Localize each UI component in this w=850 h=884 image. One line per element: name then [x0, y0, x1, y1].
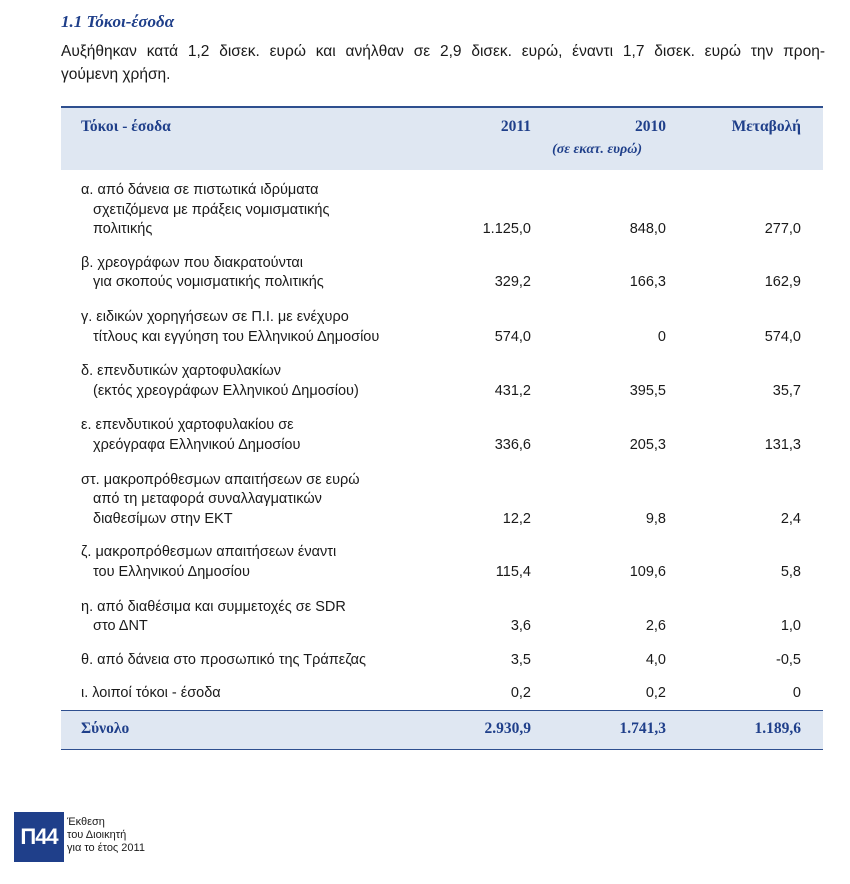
table-row — [61, 254, 823, 293]
table-total-row — [61, 710, 823, 750]
intro-line: γούμενη χρήση. — [61, 66, 171, 83]
row-label — [81, 416, 441, 455]
row-label-line: στο ΔΝΤ — [93, 618, 148, 635]
cell-2010: 395,5 — [629, 382, 666, 399]
cell-2010: 205,3 — [629, 436, 666, 453]
table-body — [61, 170, 823, 704]
table-row — [61, 362, 823, 401]
cell-2010: 2,6 — [645, 618, 666, 635]
cell-2011: 574,0 — [494, 328, 531, 345]
row-label-line: θ. από δάνεια στο προσωπικό της Τράπεζας — [81, 651, 367, 668]
cell-change: 574,0 — [764, 328, 801, 345]
row-label-line: γ. ειδικών χορηγήσεων σε Π.Ι. με ενέχυρο — [81, 308, 349, 325]
cell-2011: 115,4 — [495, 563, 531, 580]
row-label-line: ε. επενδυτικού χαρτοφυλακίου σε — [81, 417, 294, 434]
total-change: 1.189,6 — [754, 719, 801, 737]
row-label — [81, 651, 441, 671]
cell-2011: 431,2 — [494, 382, 531, 399]
intro-line: Αυξήθηκαν κατά 1,2 δισεκ. ευρώ και ανήλθαν σε 2,9 δισεκ. ευρώ, έναντι 1,7 δισεκ. ευρώ την προη- — [61, 43, 825, 60]
intro-paragraph — [61, 40, 825, 86]
row-label-line: α. από δάνεια σε πιστωτικά ιδρύματα — [81, 182, 319, 198]
cell-2011: 12,2 — [502, 510, 531, 527]
header-label: Τόκοι - έσοδα — [81, 118, 171, 135]
cell-2010: 0,2 — [645, 685, 666, 702]
row-label-line: για σκοπούς νομισματικής πολιτικής — [93, 274, 324, 291]
footer-caption — [67, 816, 145, 855]
header-2011: 2011 — [500, 118, 531, 135]
report-logo: Π44 — [14, 812, 64, 862]
footer-line: του Διοικητή — [67, 829, 127, 841]
footer-line: Έκθεση — [67, 816, 105, 828]
row-label — [81, 598, 441, 637]
row-label-line: ζ. μακροπρόθεσμων απαιτήσεων έναντι — [81, 544, 337, 561]
row-label-line: στ. μακροπρόθεσμων απαιτήσεων σε ευρώ — [81, 471, 360, 488]
cell-2010: 9,8 — [645, 510, 666, 527]
cell-2011: 329,2 — [494, 274, 531, 291]
cell-change: 277,0 — [764, 221, 801, 238]
table-row — [61, 543, 823, 582]
cell-2010: 4,0 — [645, 651, 666, 668]
cell-2010: 109,6 — [629, 563, 666, 580]
footer-line: για το έτος 2011 — [67, 842, 145, 854]
table-row — [61, 598, 823, 637]
cell-change: 131,3 — [764, 436, 801, 453]
table-row — [61, 416, 823, 455]
table-row — [61, 181, 823, 240]
total-2011: 2.930,9 — [484, 719, 531, 737]
cell-change: 2,4 — [780, 510, 801, 527]
cell-change: 35,7 — [772, 382, 801, 399]
cell-2010: 0 — [657, 328, 666, 345]
cell-2011: 3,5 — [510, 651, 531, 668]
row-label-line: β. χρεογράφων που διακρατούνται — [81, 254, 303, 271]
table-header — [61, 106, 823, 170]
row-label-line: από τη μεταφορά συναλλαγματικών — [93, 491, 322, 508]
table-row — [61, 471, 823, 530]
cell-change: 5,8 — [780, 563, 801, 580]
row-label-line: χρεόγραφα Ελληνικού Δημοσίου — [93, 436, 301, 453]
row-label-line: η. από διαθέσιμα και συμμετοχές σε SDR — [81, 598, 346, 615]
cell-2011: 1.125,0 — [482, 221, 531, 238]
cell-2011: 336,6 — [494, 436, 531, 453]
row-label — [81, 308, 441, 347]
header-2010: 2010 — [635, 118, 666, 135]
row-label — [81, 254, 441, 293]
cell-2010: 166,3 — [629, 274, 666, 291]
header-change: Μεταβολή — [731, 118, 801, 135]
cell-2011: 0,2 — [510, 685, 531, 702]
header-unit: (σε εκατ. ευρώ) — [552, 142, 642, 157]
cell-change: 162,9 — [764, 274, 801, 291]
cell-change: 1,0 — [780, 618, 801, 635]
table-row — [61, 684, 823, 704]
table-row — [61, 308, 823, 347]
section-title: 1.1 Τόκοι-έσοδα — [61, 12, 175, 31]
interest-income-table — [61, 106, 823, 750]
total-2010: 1.741,3 — [619, 719, 666, 737]
cell-change: 0 — [792, 685, 801, 702]
table-row — [61, 651, 823, 671]
row-label-line: σχετιζόμενα με πράξεις νομισματικής — [93, 201, 330, 218]
row-label-line: δ. επενδυτικών χαρτοφυλακίων — [81, 363, 281, 380]
row-label-line: πολιτικής — [93, 221, 153, 238]
row-label — [81, 362, 441, 401]
row-label-line: του Ελληνικού Δημοσίου — [93, 563, 250, 580]
row-label-line: τίτλους και εγγύηση του Ελληνικού Δημοσίου — [93, 328, 380, 345]
cell-2011: 3,6 — [510, 618, 531, 635]
row-label — [81, 684, 441, 704]
row-label — [81, 543, 441, 582]
row-label — [81, 471, 441, 530]
row-label-line: (εκτός χρεογράφων Ελληνικού Δημοσίου) — [93, 382, 359, 399]
row-label — [81, 181, 441, 240]
cell-change: -0,5 — [776, 651, 801, 668]
row-label-line: ι. λοιποί τόκοι - έσοδα — [81, 685, 221, 702]
row-label-line: διαθεσίμων στην ΕΚΤ — [93, 510, 233, 527]
total-label: Σύνολο — [81, 719, 130, 737]
cell-2010: 848,0 — [629, 221, 666, 238]
